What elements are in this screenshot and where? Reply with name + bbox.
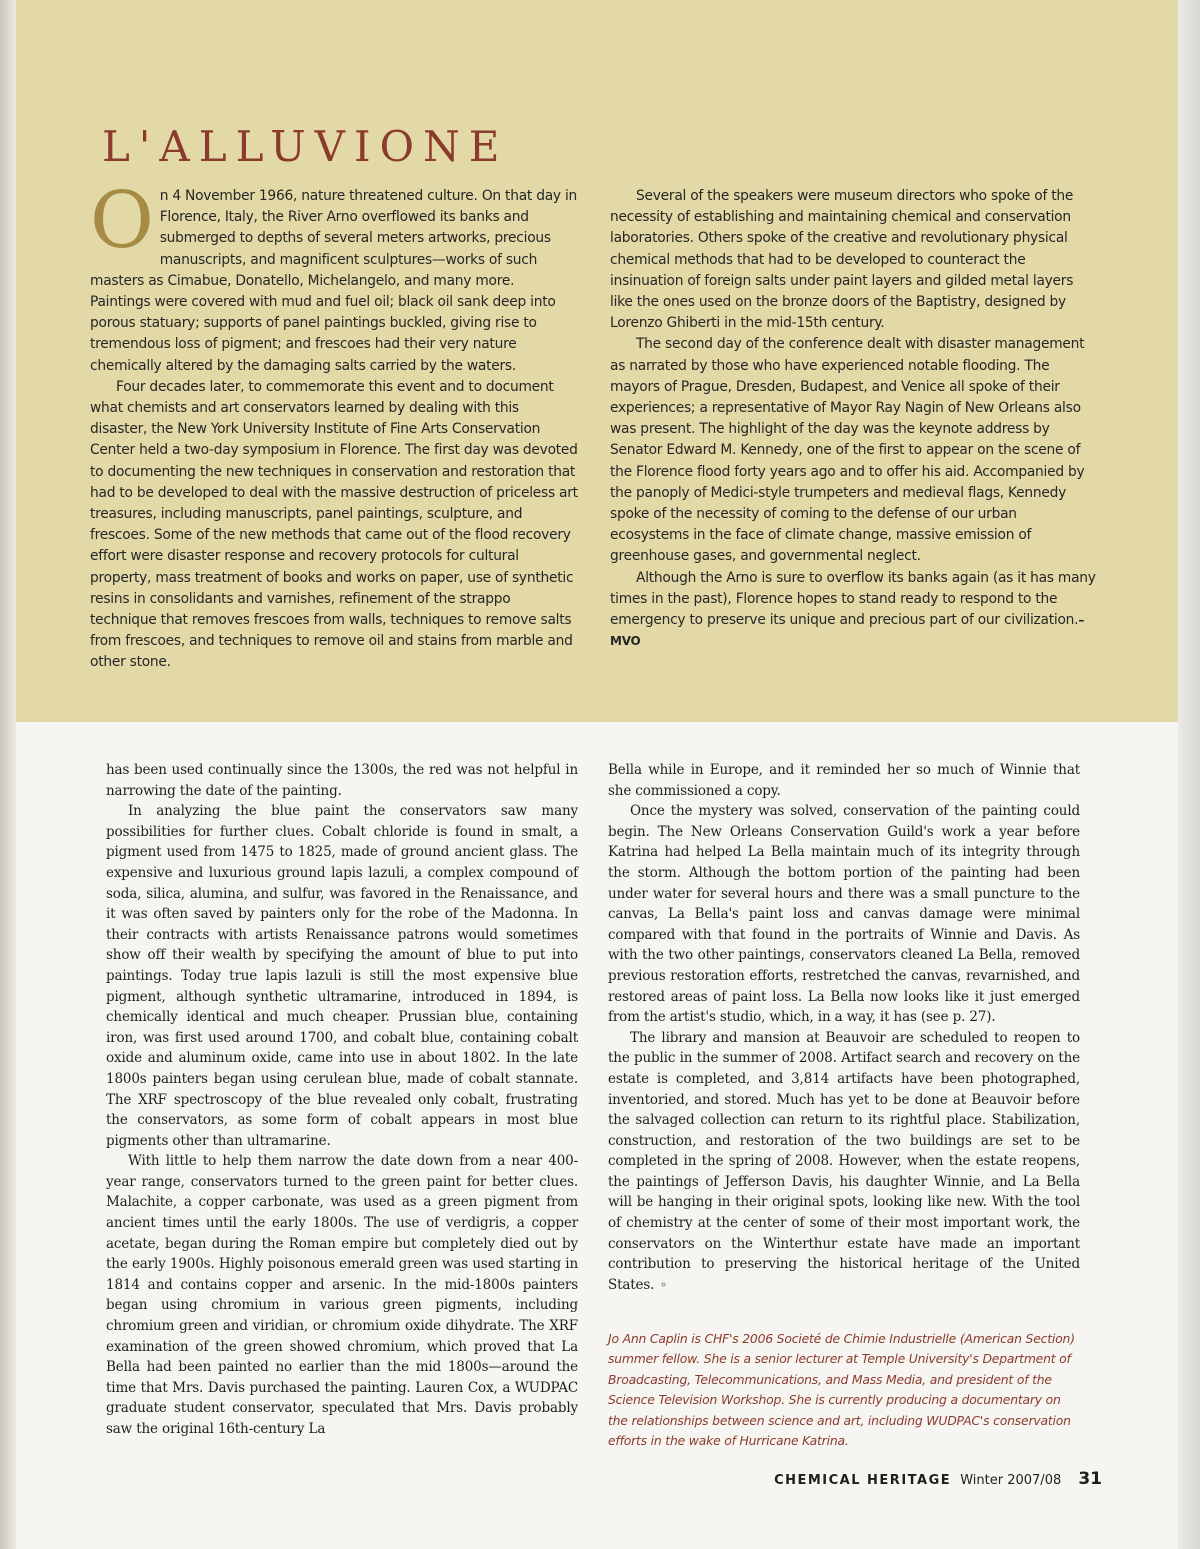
- article-paragraph: In analyzing the blue paint the conservators saw many possibilities for further clues. Cobalt chloride is found in smalt, a pigment used from 1475 to 1825, made of ground ancient glass. The expensive and luxurious ground lapis lazuli, a complex compound of soda, silica, alumina, and sulfur, was favored in the Renaissance, and it was often saved by painters only for the robe of the Madonna. In their contracts with artists Renaissance patrons would sometimes show off their wealth by specifying the amount of blue to put into paintings. Today true lapis lazuli is still the most expensive blue pigment, although synthetic ultramarine, introduced in 1894, is chemically identical and much cheaper. Prussian blue, containing iron, was first used around 1700, and cobalt blue, containing cobalt oxide and aluminum oxide, came into use in about 1802. In the late 1800s painters began using cerulean blue, made of cobalt stannate. The XRF spectroscopy of the blue revealed only cobalt, frustrating the conservators, as some form of cobalt appears in most blue pigments other than ultramarine.: [106, 803, 578, 1149]
- article-paragraph: The library and mansion at Beauvoir are scheduled to reopen to the public in the summer of 2008. Artifact search and recovery on the estate is completed, and 3,814 artifacts have been photographed, inventoried, and stored. Much has yet to be done at Beauvoir before the salvaged collection can return to its rightful place. Stabilization, construction, and restoration of the two buildings are set to be completed in the spring of 2008. However, when the estate reopens, the paintings of Jefferson Davis, his daughter Winnie, and La Bella will be hanging in their original spots, looking like new. With the tool of chemistry at the center of some of their most important work, the conservators on the Winterthur estate have made an important contribution to preserving the historical heritage of the United States. ⚬: [608, 1029, 1080, 1293]
- article-paragraph: With little to help them narrow the date down from a near 400-year range, conservators turned to the green paint for better clues. Malachite, a copper carbonate, was used as a green pigment from ancient times until the early 1800s. The use of verdigris, a copper acetate, began during the Roman empire but completely died out by the early 1900s. Highly poisonous emerald green was used starting in 1814 and contains copper and arsenic. In the mid-1800s painters began using chromium in various green pigments, including chromium green and viridian, or chromium oxide dihydrate. The XRF examination of the green showed chromium, which proved that La Bella had been painted no earlier than the mid 1800s—around the time that Mrs. Davis purchased the painting. Lauren Cox, a WUDPAC graduate student conservator, speculated that Mrs. Davis probably saw the original 16th-century La: [106, 1153, 578, 1437]
- author-signature: –MVO: [610, 613, 1085, 649]
- sidebar-paragraph: Although the Arno is sure to overflow its banks again (as it has many times in the past), Florence hopes to stand ready to respond to the emergency to preserve its unique and precious part of our civilization.–MVO: [610, 569, 1096, 649]
- end-mark-icon: ⚬: [658, 1277, 669, 1292]
- article-paragraph: Bella while in Europe, and it reminded her so much of Winnie that she commissioned a copy.: [608, 762, 1080, 799]
- sidebar-box: [16, 0, 1178, 722]
- article-paragraph: Once the mystery was solved, conservation of the painting could begin. The New Orleans Conservation Guild's work a year before Katrina had helped La Bella maintain much of its integrity through the storm. Although the bottom portion of the painting had been under water for several hours and there was a small puncture to the canvas, La Bella's paint loss and canvas damage were minimal compared with that found in the portraits of Winnie and Davis. As with the two other paintings, conservators cleaned La Bella, removed previous restoration efforts, restretched the canvas, revarnished, and restored areas of paint loss. La Bella now looks like it just emerged from the artist's studio, which, in a way, it has (see p. 27).: [608, 803, 1080, 1026]
- page-footer: [774, 1469, 1102, 1489]
- sidebar-paragraph: Four decades later, to commemorate this event and to document what chemists and art conservators learned by dealing with this disaster, the New York University Institute of Fine Arts Conservation Center held a two-day symposium in Florence. The first day was devoted to documenting the new techniques in conservation and restoration that had to be developed to deal with the massive destruction of priceless art treasures, including manuscripts, panel paintings, sculpture, and frescoes. Some of the new methods that came out of the flood recovery effort were disaster response and recovery protocols for cultural property, mass treatment of books and works on paper, use of synthetic resins in consolidants and varnishes, refinement of the strappo technique that removes frescoes from walls, techniques to remove salts from frescoes, and techniques to remove oil and stains from marble and other stone.: [90, 378, 578, 671]
- drop-cap: O: [90, 176, 154, 266]
- binding-shadow: [0, 0, 16, 1549]
- sidebar-paragraph: The second day of the conference dealt with disaster management as narrated by those who have experienced notable flooding. The mayors of Prague, Dresden, Budapest, and Venice all spoke of their experiences; a representative of Mayor Ray Nagin of New Orleans also was present. The highlight of the day was the keynote address by Senator Edward M. Kennedy, one of the first to appear on the scene of the Florence flood forty years ago and to offer his aid. Accompanied by the panoply of Medici-style trumpeters and medieval flags, Kennedy spoke of the necessity of coming to the defense of our urban ecosystems in the face of climate change, massive emission of greenhouse gases, and governmental neglect.: [610, 336, 1085, 565]
- sidebar-title: L'ALLUVIONE: [102, 122, 509, 171]
- page-edge: [1178, 0, 1200, 1549]
- sidebar-right-column: [610, 186, 1098, 652]
- article-left-column: [106, 760, 578, 1440]
- page-number: 31: [1078, 1469, 1102, 1489]
- article-paragraph: has been used continually since the 1300s, the red was not helpful in narrowing the date of the painting.: [106, 762, 578, 799]
- sidebar-paragraph: On 4 November 1966, nature threatened culture. On that day in Florence, Italy, the River Arno overflowed its banks and submerged to depths of several meters artworks, precious manuscripts, and magnificent sculptures—works of such masters as Cimabue, Donatello, Michelangelo, and many more. Paintings were covered with mud and fuel oil; black oil sank deep into porous statuary; supports of panel paintings buckled, giving rise to tremendous loss of pigment; and frescoes had their very nature chemically altered by the damaging salts carried by the waters.: [90, 176, 578, 374]
- sidebar-left-column: [90, 176, 578, 674]
- author-bio: Jo Ann Caplin is CHF's 2006 Societé de Chimie Industrielle (American Section) summer fellow. She is a senior lecturer at Temple University's Department of Broadcasting, Telecommunications, and Mass Media, and president of the Science Television Workshop. She is currently producing a documentary on the relationships between science and art, including WUDPAC's conservation efforts in the wake of Hurricane Katrina.: [608, 1331, 1075, 1449]
- sidebar-paragraph: Several of the speakers were museum directors who spoke of the necessity of establishing and maintaining chemical and conservation laboratories. Others spoke of the creative and revolutionary physical chemical methods that had to be developed to counteract the insinuation of foreign salts under paint layers and gilded metal layers like the ones used on the bronze doors of the Baptistry, designed by Lorenzo Ghiberti in the mid-15th century.: [610, 188, 1074, 332]
- article-right-column: [608, 760, 1080, 1295]
- issue-label: Winter 2007/08: [960, 1473, 1062, 1488]
- magazine-name: CHEMICAL HERITAGE: [774, 1473, 952, 1488]
